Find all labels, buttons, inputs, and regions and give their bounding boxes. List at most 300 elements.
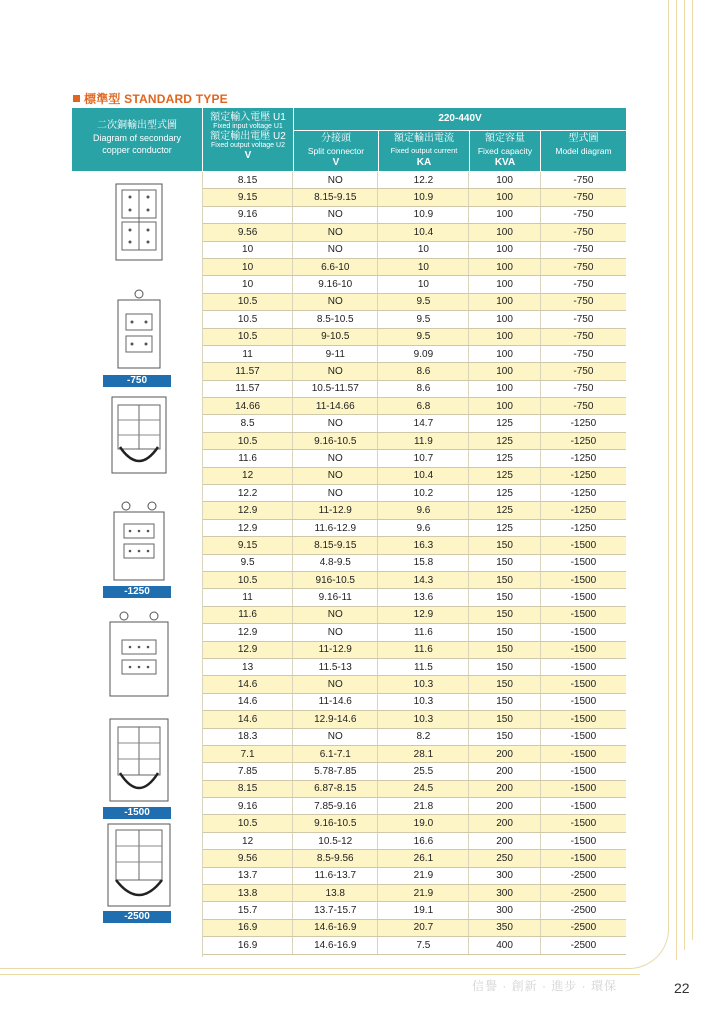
table-row — [203, 850, 626, 867]
split-connector-cell: 8.5-10.5 — [293, 311, 378, 328]
output-voltage-cell: 14.66 — [203, 398, 293, 415]
capacity-cell: 100 — [469, 293, 540, 310]
output-voltage-cell: 10.5 — [203, 328, 293, 345]
output-current-cell: 7.5 — [378, 937, 469, 954]
model-cell: -1500 — [540, 676, 626, 693]
capacity-cell: 150 — [469, 676, 540, 693]
table-row — [203, 363, 626, 380]
table-row — [203, 728, 626, 745]
model-cell: -1250 — [540, 432, 626, 449]
header-capacity-unit: KVA — [494, 157, 516, 168]
output-voltage-cell: 11 — [203, 589, 293, 606]
table-row — [203, 937, 626, 954]
capacity-cell: 200 — [469, 763, 540, 780]
table-row — [203, 485, 626, 502]
split-connector-cell: 12.9-14.6 — [293, 711, 378, 728]
model-cell: -750 — [540, 293, 626, 310]
split-connector-cell: NO — [293, 224, 378, 241]
model-cell: -1500 — [540, 641, 626, 658]
split-connector-cell: 9-10.5 — [293, 328, 378, 345]
table-row — [203, 189, 626, 206]
model-cell: -750 — [540, 224, 626, 241]
table-row — [203, 885, 626, 902]
model-cell: -750 — [540, 380, 626, 397]
output-current-cell: 10.7 — [378, 450, 469, 467]
split-connector-cell: 11-14.6 — [293, 693, 378, 710]
output-voltage-cell: 9.5 — [203, 554, 293, 571]
decor-line — [676, 0, 677, 960]
output-voltage-cell: 13.7 — [203, 867, 293, 884]
split-connector-cell: 8.5-9.56 — [293, 850, 378, 867]
capacity-cell: 125 — [469, 467, 540, 484]
model-tag-1500: -1500 — [103, 807, 171, 819]
output-current-cell: 14.7 — [378, 415, 469, 432]
capacity-cell: 150 — [469, 589, 540, 606]
table-row — [203, 328, 626, 345]
output-voltage-cell: 9.56 — [203, 224, 293, 241]
table-row — [203, 224, 626, 241]
section-title-text: 標準型 STANDARD TYPE — [84, 92, 228, 106]
table-row — [203, 293, 626, 310]
model-cell: -1500 — [540, 537, 626, 554]
capacity-cell: 200 — [469, 815, 540, 832]
capacity-cell: 125 — [469, 485, 540, 502]
model-cell: -1500 — [540, 658, 626, 675]
output-current-cell: 16.6 — [378, 832, 469, 849]
model-cell: -2500 — [540, 885, 626, 902]
model-cell: -1500 — [540, 832, 626, 849]
header-capacity-en: Fixed capacity — [477, 146, 533, 156]
capacity-cell: 125 — [469, 502, 540, 519]
table-row — [203, 589, 626, 606]
capacity-cell: 150 — [469, 641, 540, 658]
capacity-cell: 150 — [469, 554, 540, 571]
footer-slogan: 信譽 · 創新 · 進步 · 環保 — [472, 979, 617, 993]
output-voltage-cell: 12.9 — [203, 641, 293, 658]
capacity-cell: 150 — [469, 624, 540, 641]
table-row — [203, 641, 626, 658]
table-row — [203, 554, 626, 571]
model-cell: -1250 — [540, 450, 626, 467]
split-connector-cell: 9.16-11 — [293, 589, 378, 606]
output-current-cell: 10.3 — [378, 676, 469, 693]
split-connector-cell: 9.16-10 — [293, 276, 378, 293]
table-row — [203, 571, 626, 588]
header-model-en: Model diagram — [555, 146, 612, 156]
table-row — [203, 693, 626, 710]
model-cell: -750 — [540, 189, 626, 206]
model-cell: -750 — [540, 172, 626, 189]
table-row — [203, 311, 626, 328]
capacity-cell: 200 — [469, 832, 540, 849]
model-cell: -750 — [540, 206, 626, 223]
model-cell: -2500 — [540, 902, 626, 919]
table-row — [203, 450, 626, 467]
header-input-voltage-zh: 額定輸入電壓 U1 — [210, 112, 286, 123]
output-voltage-cell: 10 — [203, 258, 293, 275]
split-connector-cell: NO — [293, 606, 378, 623]
output-current-cell: 16.3 — [378, 537, 469, 554]
split-connector-cell: NO — [293, 415, 378, 432]
header-output-current — [379, 131, 469, 171]
model-cell: -1250 — [540, 519, 626, 536]
capacity-cell: 100 — [469, 172, 540, 189]
split-connector-cell: 11.6-13.7 — [293, 867, 378, 884]
output-current-cell: 14.3 — [378, 571, 469, 588]
split-connector-cell: 14.6-16.9 — [293, 937, 378, 954]
output-current-cell: 11.5 — [378, 658, 469, 675]
model-cell: -1500 — [540, 745, 626, 762]
split-connector-cell: 11.6-12.9 — [293, 519, 378, 536]
output-voltage-cell: 13.8 — [203, 885, 293, 902]
model-tag-2500: -2500 — [103, 911, 171, 923]
output-voltage-cell: 9.16 — [203, 798, 293, 815]
model-cell: -1500 — [540, 780, 626, 797]
table-row — [203, 519, 626, 536]
split-connector-cell: NO — [293, 241, 378, 258]
capacity-cell: 300 — [469, 902, 540, 919]
output-voltage-cell: 16.9 — [203, 937, 293, 954]
output-current-cell: 15.8 — [378, 554, 469, 571]
output-voltage-cell: 18.3 — [203, 728, 293, 745]
output-current-cell: 26.1 — [378, 850, 469, 867]
model-cell: -2500 — [540, 919, 626, 936]
capacity-cell: 200 — [469, 745, 540, 762]
table-row — [203, 258, 626, 275]
split-connector-cell: 13.8 — [293, 885, 378, 902]
capacity-cell: 125 — [469, 519, 540, 536]
capacity-cell: 100 — [469, 345, 540, 362]
model-cell: -750 — [540, 363, 626, 380]
header-split-unit: V — [332, 157, 340, 168]
table-row — [203, 502, 626, 519]
split-connector-cell: NO — [293, 293, 378, 310]
output-voltage-cell: 10.5 — [203, 815, 293, 832]
split-connector-cell: NO — [293, 485, 378, 502]
table-row — [203, 432, 626, 449]
capacity-cell: 125 — [469, 432, 540, 449]
capacity-cell: 100 — [469, 189, 540, 206]
table-row — [203, 711, 626, 728]
model-cell: -750 — [540, 345, 626, 362]
output-current-cell: 11.6 — [378, 641, 469, 658]
table-row — [203, 172, 626, 189]
output-current-cell: 28.1 — [378, 745, 469, 762]
output-voltage-cell: 10.5 — [203, 293, 293, 310]
decor-line — [684, 0, 685, 950]
header-model-diagram — [541, 131, 626, 171]
output-current-cell: 9.6 — [378, 502, 469, 519]
capacity-cell: 100 — [469, 398, 540, 415]
output-voltage-cell: 13 — [203, 658, 293, 675]
split-connector-cell: 8.15-9.15 — [293, 189, 378, 206]
output-current-cell: 10 — [378, 276, 469, 293]
output-current-cell: 10 — [378, 258, 469, 275]
header-split-connector — [294, 131, 378, 171]
model-cell: -1250 — [540, 485, 626, 502]
split-connector-cell: 11.5-13 — [293, 658, 378, 675]
model-cell: -1500 — [540, 624, 626, 641]
capacity-cell: 250 — [469, 850, 540, 867]
capacity-cell: 100 — [469, 224, 540, 241]
table-row — [203, 206, 626, 223]
table-row — [203, 537, 626, 554]
table-row — [203, 658, 626, 675]
terminal-diagram-1250-a — [110, 395, 168, 475]
terminal-diagram-1250-b — [112, 500, 166, 582]
output-current-cell: 10 — [378, 241, 469, 258]
output-voltage-cell: 14.6 — [203, 676, 293, 693]
output-current-cell: 21.9 — [378, 867, 469, 884]
table-row — [203, 241, 626, 258]
output-voltage-cell: 10 — [203, 276, 293, 293]
page-number: 22 — [674, 980, 690, 996]
output-voltage-cell: 11.6 — [203, 606, 293, 623]
capacity-cell: 200 — [469, 780, 540, 797]
split-connector-cell: 8.15-9.15 — [293, 537, 378, 554]
output-voltage-cell: 9.15 — [203, 189, 293, 206]
header-output-voltage-zh: 額定輸出電壓 U2 — [210, 131, 286, 142]
split-connector-cell: 4.8-9.5 — [293, 554, 378, 571]
model-cell: -1500 — [540, 693, 626, 710]
output-voltage-cell: 15.7 — [203, 902, 293, 919]
output-voltage-cell: 9.16 — [203, 206, 293, 223]
model-cell: -1250 — [540, 415, 626, 432]
terminal-diagram-2500 — [106, 822, 172, 908]
output-voltage-cell: 8.15 — [203, 172, 293, 189]
spec-table — [203, 172, 626, 955]
split-connector-cell: 10.5-12 — [293, 832, 378, 849]
capacity-cell: 300 — [469, 867, 540, 884]
split-connector-cell: 11-12.9 — [293, 641, 378, 658]
model-cell: -1250 — [540, 467, 626, 484]
capacity-cell: 100 — [469, 328, 540, 345]
split-connector-cell: 9-11 — [293, 345, 378, 362]
split-connector-cell: NO — [293, 624, 378, 641]
table-row — [203, 467, 626, 484]
output-current-cell: 6.8 — [378, 398, 469, 415]
output-current-cell: 21.8 — [378, 798, 469, 815]
split-connector-cell: 5.78-7.85 — [293, 763, 378, 780]
split-connector-cell: 916-10.5 — [293, 571, 378, 588]
model-cell: -1500 — [540, 850, 626, 867]
output-current-cell: 10.4 — [378, 467, 469, 484]
output-current-cell: 21.9 — [378, 885, 469, 902]
output-current-cell: 9.09 — [378, 345, 469, 362]
output-voltage-cell: 11.57 — [203, 380, 293, 397]
output-voltage-cell: 9.15 — [203, 537, 293, 554]
table-row — [203, 606, 626, 623]
output-voltage-cell: 7.1 — [203, 745, 293, 762]
decor-line — [0, 974, 640, 975]
capacity-cell: 100 — [469, 206, 540, 223]
output-voltage-cell: 11 — [203, 345, 293, 362]
model-cell: -750 — [540, 328, 626, 345]
output-current-cell: 9.5 — [378, 293, 469, 310]
output-current-cell: 8.6 — [378, 363, 469, 380]
header-voltage-unit: V — [244, 150, 252, 161]
output-current-cell: 19.1 — [378, 902, 469, 919]
header-output-voltage-en: Fixed output voltage U2 — [211, 142, 285, 149]
model-cell: -1500 — [540, 606, 626, 623]
table-row — [203, 815, 626, 832]
terminal-diagram-750-a — [114, 182, 164, 262]
model-tag-750: -750 — [103, 375, 171, 387]
output-current-cell: 9.5 — [378, 328, 469, 345]
split-connector-cell: NO — [293, 467, 378, 484]
output-voltage-cell: 16.9 — [203, 919, 293, 936]
output-current-cell: 10.2 — [378, 485, 469, 502]
output-voltage-cell: 9.56 — [203, 850, 293, 867]
capacity-cell: 150 — [469, 658, 540, 675]
decor-line — [692, 0, 693, 940]
capacity-cell: 350 — [469, 919, 540, 936]
output-current-cell: 11.9 — [378, 432, 469, 449]
output-current-cell: 10.3 — [378, 711, 469, 728]
split-connector-cell: NO — [293, 172, 378, 189]
split-connector-cell: 11-12.9 — [293, 502, 378, 519]
output-voltage-cell: 14.6 — [203, 711, 293, 728]
output-voltage-cell: 12.9 — [203, 502, 293, 519]
model-cell: -2500 — [540, 867, 626, 884]
split-connector-cell: NO — [293, 728, 378, 745]
model-cell: -750 — [540, 241, 626, 258]
output-voltage-cell: 8.15 — [203, 780, 293, 797]
split-connector-cell: 14.6-16.9 — [293, 919, 378, 936]
output-current-cell: 13.6 — [378, 589, 469, 606]
split-connector-cell: NO — [293, 676, 378, 693]
capacity-cell: 125 — [469, 415, 540, 432]
header-voltage-range: 220-440V — [294, 108, 626, 130]
header-split-en: Split connector — [307, 146, 365, 156]
split-connector-cell: NO — [293, 363, 378, 380]
output-current-cell: 12.2 — [378, 172, 469, 189]
output-current-cell: 11.6 — [378, 624, 469, 641]
terminal-diagram-1500-b — [108, 717, 170, 803]
output-voltage-cell: 11.57 — [203, 363, 293, 380]
header-diagram-column — [72, 108, 202, 171]
header-current-zh: 額定輸出電流 — [394, 133, 454, 144]
capacity-cell: 150 — [469, 571, 540, 588]
output-current-cell: 10.9 — [378, 206, 469, 223]
output-voltage-cell: 12 — [203, 467, 293, 484]
header-input-voltage-en: Fixed input voltage U1 — [213, 123, 283, 130]
split-connector-cell: NO — [293, 450, 378, 467]
capacity-cell: 300 — [469, 885, 540, 902]
header-capacity — [470, 131, 540, 171]
capacity-cell: 100 — [469, 258, 540, 275]
output-voltage-cell: 7.85 — [203, 763, 293, 780]
model-cell: -750 — [540, 276, 626, 293]
terminal-diagram-1500-a — [108, 610, 170, 698]
table-row — [203, 380, 626, 397]
model-cell: -750 — [540, 258, 626, 275]
output-voltage-cell: 10 — [203, 241, 293, 258]
output-voltage-cell: 10.5 — [203, 571, 293, 588]
capacity-cell: 100 — [469, 363, 540, 380]
section-title — [73, 90, 228, 107]
model-cell: -1500 — [540, 815, 626, 832]
model-cell: -2500 — [540, 937, 626, 954]
split-connector-cell: 9.16-10.5 — [293, 815, 378, 832]
output-voltage-cell: 10.5 — [203, 311, 293, 328]
split-connector-cell: 6.1-7.1 — [293, 745, 378, 762]
table-row — [203, 832, 626, 849]
split-connector-cell: 10.5-11.57 — [293, 380, 378, 397]
capacity-cell: 100 — [469, 380, 540, 397]
output-current-cell: 10.3 — [378, 693, 469, 710]
header-diagram-en1: Diagram of secondary — [92, 133, 182, 143]
output-current-cell: 10.9 — [378, 189, 469, 206]
output-voltage-cell: 12.9 — [203, 519, 293, 536]
output-voltage-cell: 14.6 — [203, 693, 293, 710]
table-row — [203, 398, 626, 415]
header-current-unit: KA — [416, 157, 432, 168]
output-voltage-cell: 11.6 — [203, 450, 293, 467]
table-row — [203, 624, 626, 641]
output-voltage-cell: 12 — [203, 832, 293, 849]
capacity-cell: 125 — [469, 450, 540, 467]
output-current-cell: 9.6 — [378, 519, 469, 536]
split-connector-cell: 13.7-15.7 — [293, 902, 378, 919]
output-current-cell: 8.2 — [378, 728, 469, 745]
model-tag-1250: -1250 — [103, 586, 171, 598]
table-row — [203, 867, 626, 884]
header-capacity-zh: 額定容量 — [485, 133, 525, 144]
capacity-cell: 150 — [469, 728, 540, 745]
capacity-cell: 100 — [469, 311, 540, 328]
capacity-cell: 100 — [469, 276, 540, 293]
table-row — [203, 345, 626, 362]
model-cell: -750 — [540, 311, 626, 328]
output-current-cell: 20.7 — [378, 919, 469, 936]
split-connector-cell: 6.6-10 — [293, 258, 378, 275]
split-connector-cell: 7.85-9.16 — [293, 798, 378, 815]
split-connector-cell: 6.87-8.15 — [293, 780, 378, 797]
terminal-diagram-750-b — [116, 288, 162, 370]
output-voltage-cell: 10.5 — [203, 432, 293, 449]
output-current-cell: 9.5 — [378, 311, 469, 328]
model-cell: -1500 — [540, 763, 626, 780]
output-current-cell: 24.5 — [378, 780, 469, 797]
header-diagram-en2: copper conductor — [102, 145, 172, 155]
capacity-cell: 150 — [469, 537, 540, 554]
table-row — [203, 902, 626, 919]
model-cell: -1500 — [540, 798, 626, 815]
table-row — [203, 763, 626, 780]
capacity-cell: 150 — [469, 693, 540, 710]
table-row — [203, 798, 626, 815]
output-current-cell: 8.6 — [378, 380, 469, 397]
square-bullet-icon — [73, 95, 80, 102]
spec-table-body — [203, 172, 626, 954]
output-current-cell: 19.0 — [378, 815, 469, 832]
model-cell: -1500 — [540, 571, 626, 588]
output-current-cell: 12.9 — [378, 606, 469, 623]
header-current-en: Fixed output current — [390, 146, 458, 155]
table-row — [203, 415, 626, 432]
table-row — [203, 919, 626, 936]
table-row — [203, 780, 626, 797]
output-voltage-cell: 12.9 — [203, 624, 293, 641]
split-connector-cell: 11-14.66 — [293, 398, 378, 415]
capacity-cell: 200 — [469, 798, 540, 815]
split-connector-cell: NO — [293, 206, 378, 223]
model-cell: -1500 — [540, 554, 626, 571]
capacity-cell: 100 — [469, 241, 540, 258]
capacity-cell: 150 — [469, 711, 540, 728]
header-split-zh: 分接頭 — [321, 133, 351, 144]
